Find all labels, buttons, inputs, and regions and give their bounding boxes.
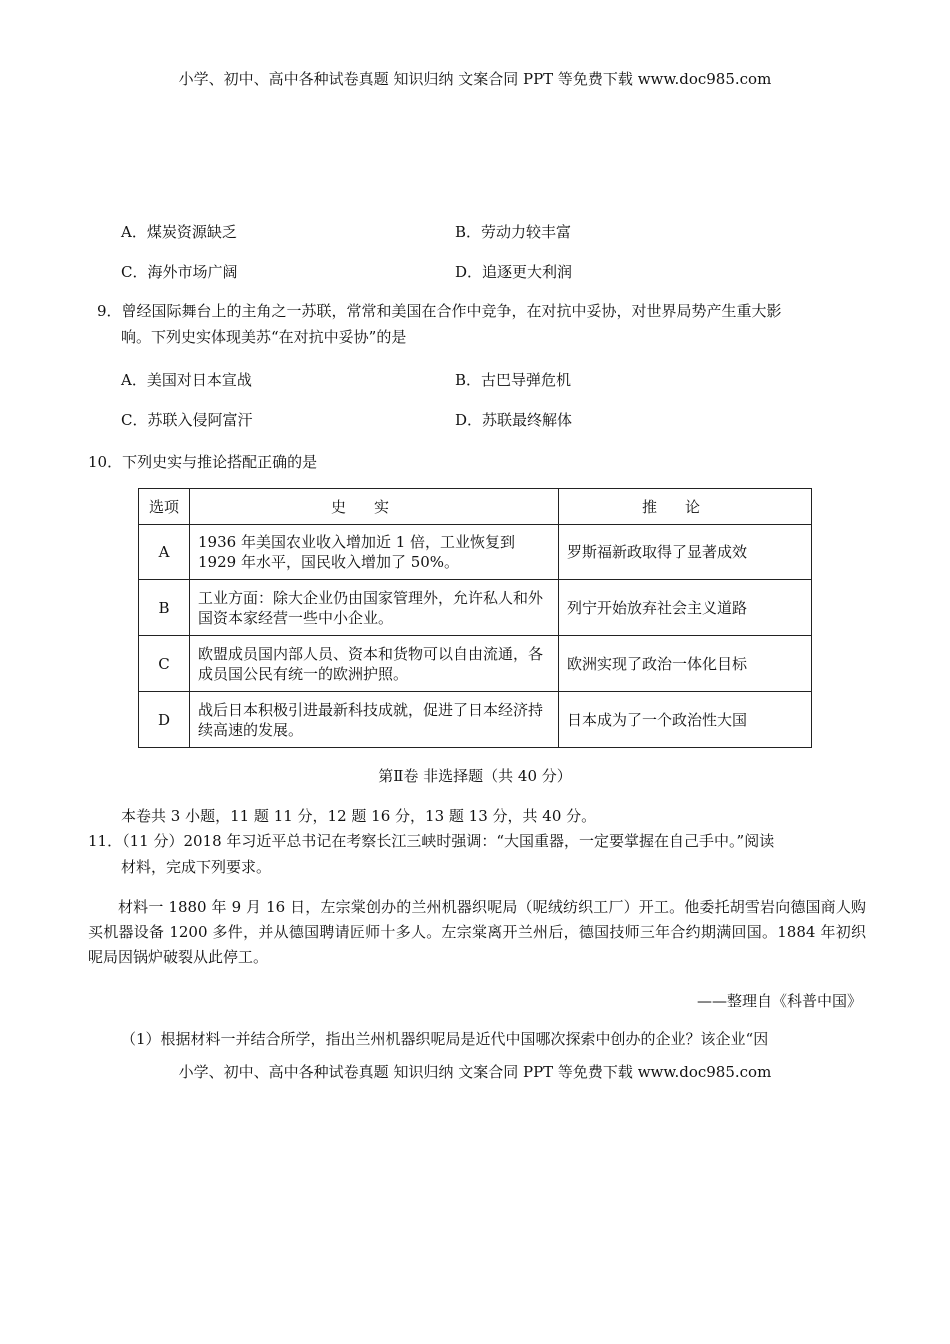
q11-sub1: （1）根据材料一并结合所学，指出兰州机器织呢局是近代中国哪次探索中创办的企业？该企业“因 <box>121 1030 769 1048</box>
row-inference: 罗斯福新政取得了显著成效 <box>559 525 812 580</box>
row-inference: 日本成为了一个政治性大国 <box>559 692 812 748</box>
section-title: 第Ⅱ卷 非选择题（共 40 分） <box>378 767 572 785</box>
table-header-fact: 史实 <box>190 489 559 525</box>
row-inference: 列宁开始放弃社会主义道路 <box>559 580 812 636</box>
q8-option-b: B．劳动力较丰富 <box>455 223 572 241</box>
material-1: 材料一 1880 年 9 月 16 日，左宗棠创办的兰州机器织呢局（呢绒纺织工厂）开工。他委托胡雪岩向德国商人购买机器设备 1200 多件，并从德国聘请匠师十多人。左宗棠离开兰州后，德国技师三年合约期满回国。1884 年初织呢局因锅炉破裂从此停工。 <box>88 898 866 966</box>
row-fact: 欧盟成员国内部人员、资本和货物可以自由流通，各成员国公民有统一的欧洲护照。 <box>190 636 559 692</box>
page-header: 小学、初中、高中各种试卷真题 知识归纳 文案合同 PPT 等免费下载 www.doc985.com <box>178 70 772 88</box>
row-fact: 工业方面：除大企业仍由国家管理外，允许私人和外国资本家经营一些中小企业。 <box>190 580 559 636</box>
table-header-inference: 推论 <box>559 489 812 525</box>
table-row <box>139 525 812 580</box>
row-fact: 1936 年美国农业收入增加近 1 倍，工业恢复到 1929 年水平，国民收入增加了 50%。 <box>190 525 559 580</box>
table-row <box>139 692 812 748</box>
row-fact: 战后日本积极引进最新科技成就，促进了日本经济持续高速的发展。 <box>190 692 559 748</box>
table-header-option: 选项 <box>139 489 190 525</box>
material-source: ——整理自《科普中国》 <box>696 992 862 1010</box>
q11-stem-line2: 材料，完成下列要求。 <box>121 858 272 876</box>
q8-option-c: C．海外市场广阔 <box>121 263 238 281</box>
q9-stem-line2: 响。下列史实体现美苏“在对抗中妥协”的是 <box>121 328 407 346</box>
row-inference: 欧洲实现了政治一体化目标 <box>559 636 812 692</box>
row-option: A <box>139 525 190 580</box>
q9-option-c: C．苏联入侵阿富汗 <box>121 411 253 429</box>
q9-option-d: D．苏联最终解体 <box>455 411 573 429</box>
q8-option-d: D．追逐更大利润 <box>455 263 573 281</box>
page-footer: 小学、初中、高中各种试卷真题 知识归纳 文案合同 PPT 等免费下载 www.doc985.com <box>178 1063 772 1081</box>
q8-option-a: A．煤炭资源缺乏 <box>121 223 237 241</box>
q10-table <box>138 488 812 748</box>
row-option: D <box>139 692 190 748</box>
table-row <box>139 580 812 636</box>
q9-option-b: B．古巴导弹危机 <box>455 371 572 389</box>
table-row <box>139 636 812 692</box>
q9-option-a: A．美国对日本宣战 <box>121 371 252 389</box>
table-header-row <box>139 489 812 525</box>
q10-stem: 10．下列史实与推论搭配正确的是 <box>88 453 318 471</box>
row-option: C <box>139 636 190 692</box>
q9-stem-line1: 9．曾经国际舞台上的主角之一苏联，常常和美国在合作中竞争，在对抗中妥协，对世界局势产生重大影 <box>97 302 782 320</box>
q11-stem-line1: 11．（11 分）2018 年习近平总书记在考察长江三峡时强调：“大国重器，一定要掌握在自己手中。”阅读 <box>88 832 775 850</box>
row-option: B <box>139 580 190 636</box>
section-intro: 本卷共 3 小题，11 题 11 分，12 题 16 分，13 题 13 分，共 40 分。 <box>121 807 597 825</box>
